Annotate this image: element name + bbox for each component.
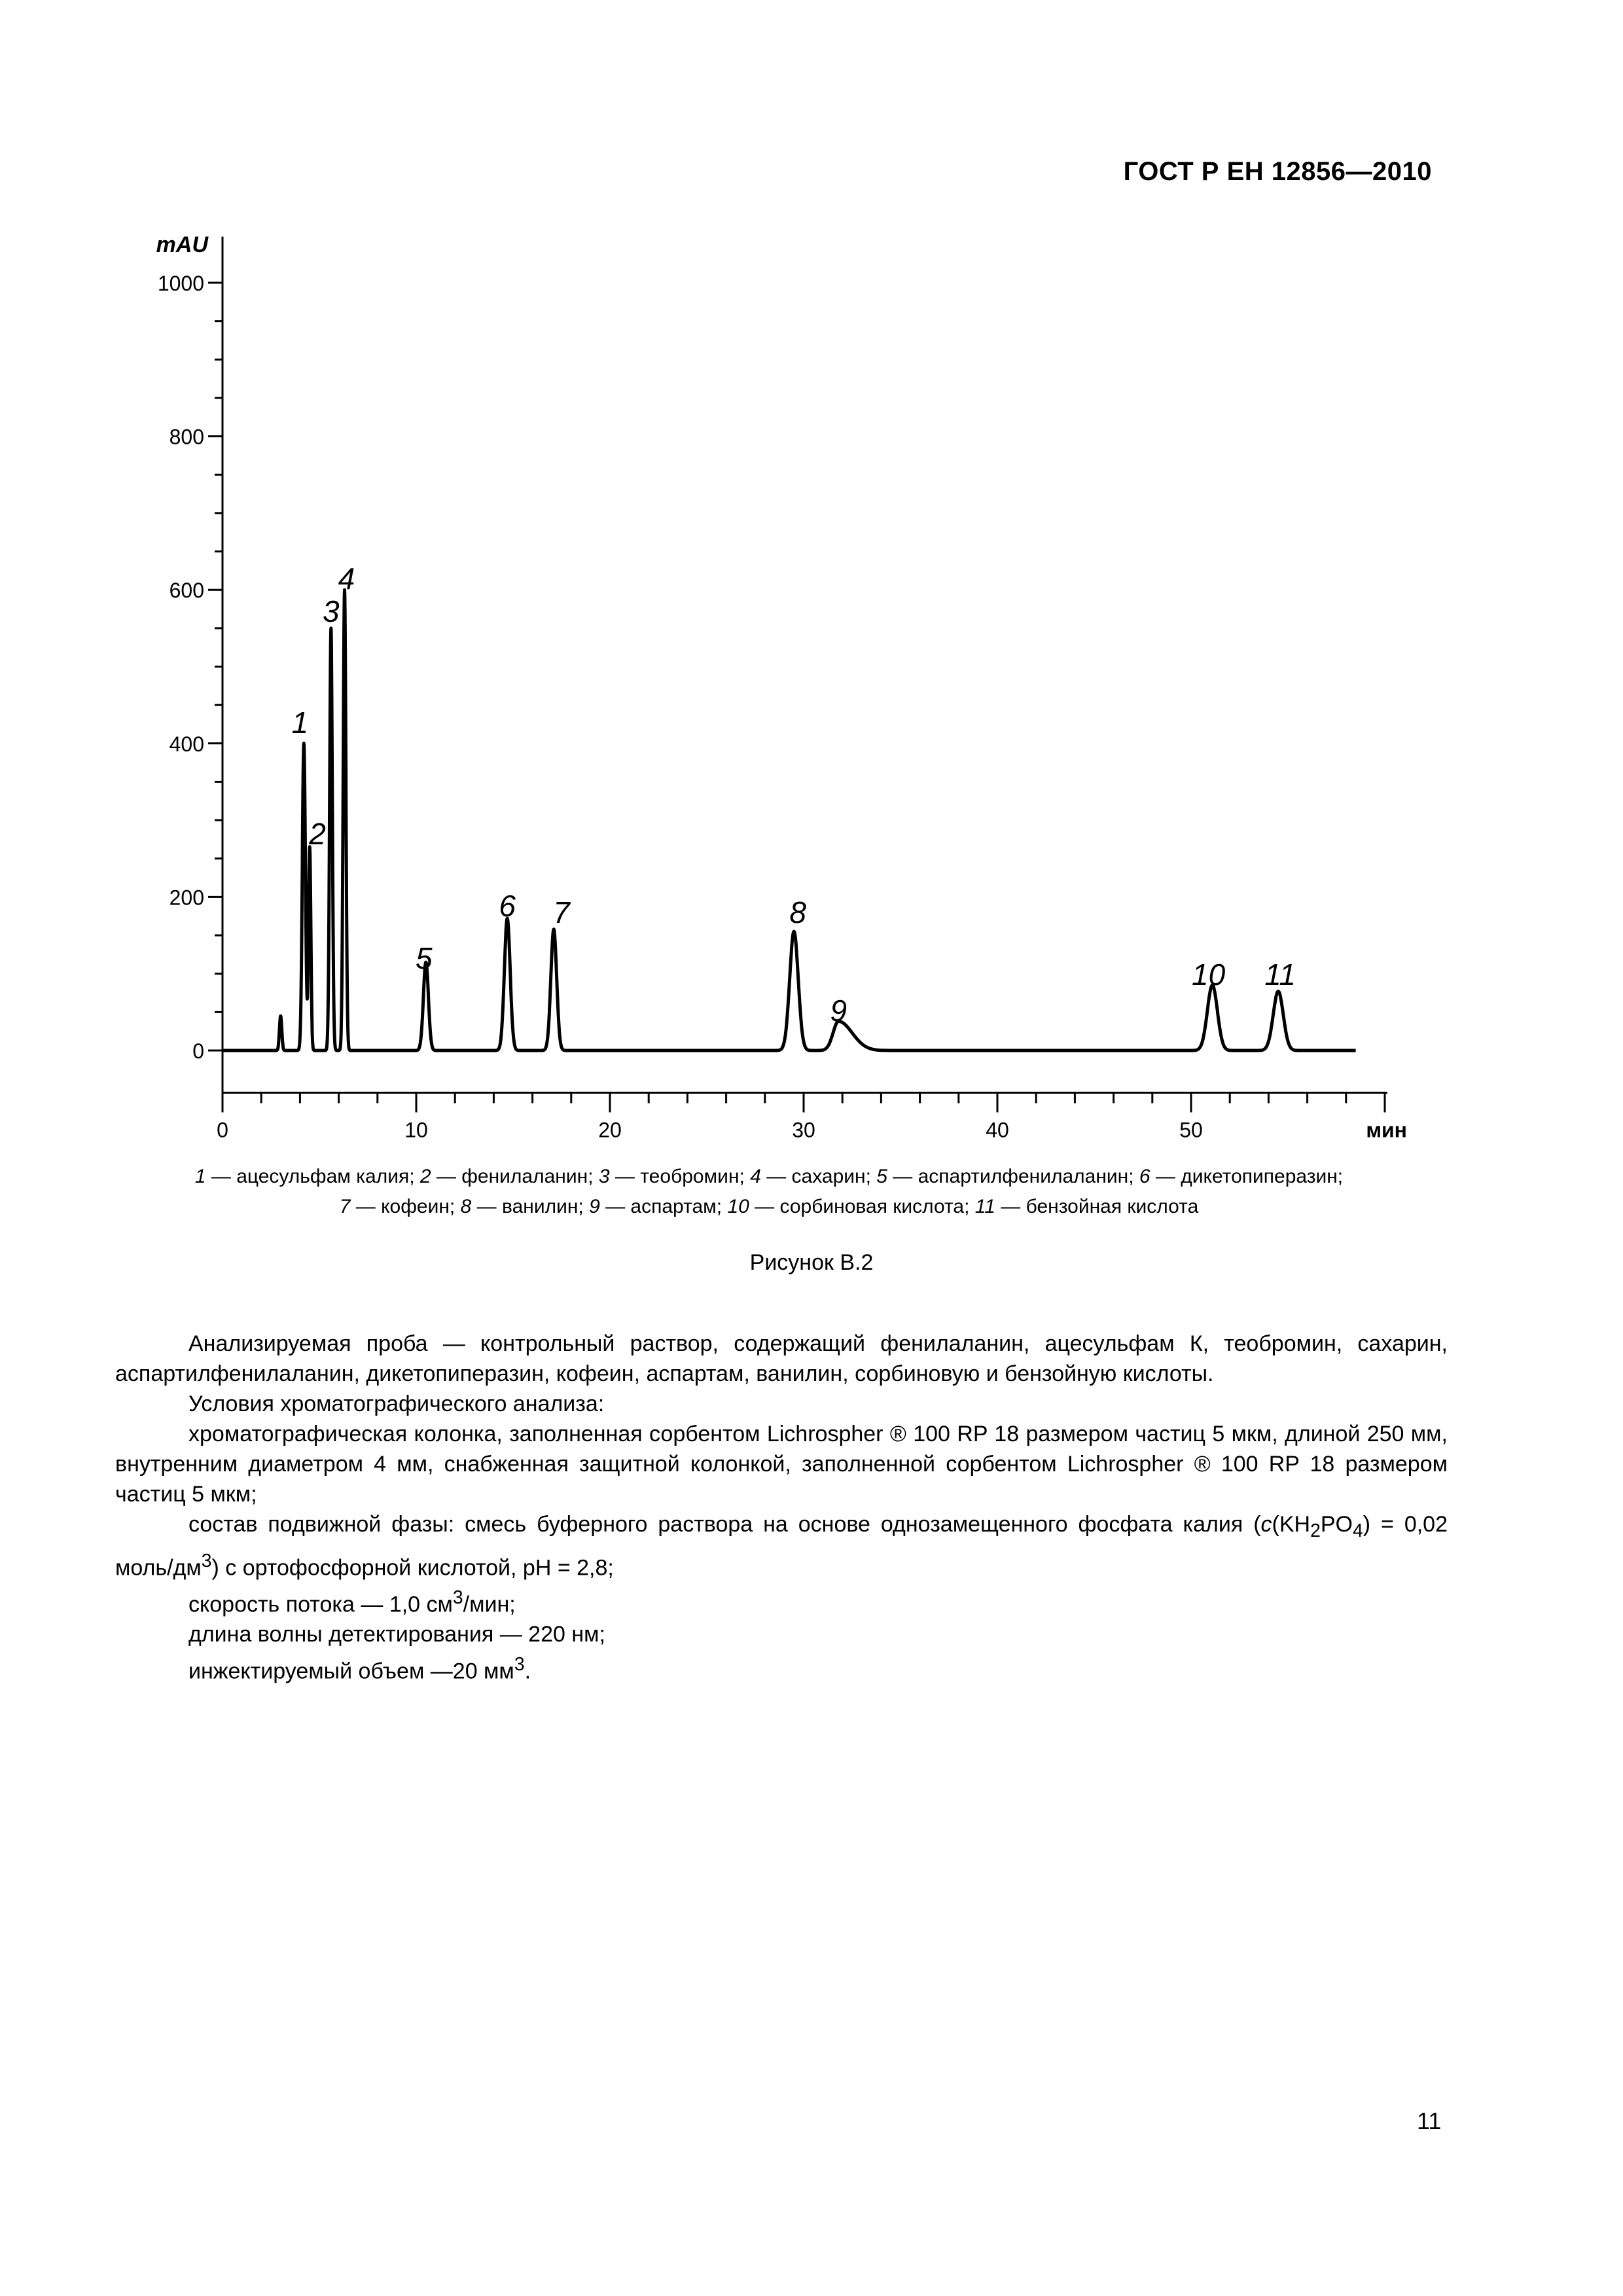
peak-label: 9 — [830, 994, 847, 1028]
legend-number: 2 — [419, 1166, 431, 1187]
peak-label: 3 — [322, 594, 340, 628]
legend-text: — дикетопиперазин; — [1150, 1166, 1344, 1187]
peak-label: 2 — [309, 817, 326, 851]
x-tick-label: 10 — [404, 1118, 428, 1142]
body-text — [115, 1329, 1448, 1687]
legend-number: 1 — [194, 1166, 206, 1187]
y-tick-label: 1000 — [157, 272, 204, 295]
page-number: 11 — [1417, 2108, 1442, 2134]
figure-caption: Рисунок В.2 — [749, 1250, 874, 1275]
paragraph-sample: Анализируемая проба — контрольный раствор, содержащий фенилаланин, ацесульфам К, теобромин, сахарин, аспартилфенилаланин, дикетопиперазин, кофеин, аспартам, ванилин, сорбиновую и бензойную кислоты. — [115, 1331, 1448, 1386]
legend-number: 10 — [727, 1196, 749, 1217]
legend-text: — бензойная кислота — [995, 1196, 1199, 1217]
y-tick-label: 800 — [169, 425, 204, 449]
legend-text: — сорбиновая кислота; — [749, 1196, 975, 1217]
legend-text: — аспартам; — [599, 1196, 728, 1217]
legend-number: 3 — [598, 1166, 610, 1187]
paragraph-wavelength: длина волны детектирования — 220 нм; — [188, 1622, 605, 1647]
paragraph-flow-rate: скорость потока — 1,0 $см^3$/мин; — [188, 1587, 516, 1617]
y-tick-label: 0 — [192, 1039, 204, 1063]
x-tick-label: 0 — [217, 1118, 228, 1142]
legend-number: 8 — [460, 1196, 472, 1217]
peak-label: 6 — [499, 889, 516, 923]
chart-labels — [292, 562, 1296, 1028]
peak-label: 1 — [291, 706, 309, 740]
paragraph-mobile-phase: состав подвижной фазы: смесь буферного раствора на основе однозамещенного фосфата калия ($c(KH_2PO_4) = 0,02$ моль/$дм^3$) с ортофосфорной кислотой, pH = 2,8; — [115, 1512, 1448, 1581]
legend-text: — ванилин; — [471, 1196, 590, 1217]
figure-legend — [98, 1162, 1440, 1222]
peak-label: 7 — [553, 895, 570, 929]
document-header: ГОСТ Р ЕН 12856—2010 — [1123, 157, 1432, 186]
legend-text: — аспартилфенилаланин; — [887, 1166, 1139, 1187]
y-tick-label: 400 — [169, 732, 204, 756]
x-tick-label: 20 — [598, 1118, 622, 1142]
peak-label: 10 — [1192, 958, 1226, 992]
legend-text: — сахарин; — [760, 1166, 877, 1187]
legend-number: 4 — [750, 1166, 761, 1187]
peak-label: 8 — [789, 895, 806, 929]
legend-text: — теобромин; — [609, 1166, 751, 1187]
x-axis-label: мин — [1366, 1118, 1407, 1142]
x-tick-label: 40 — [986, 1118, 1009, 1142]
legend-number: 7 — [339, 1196, 351, 1217]
legend-number: 5 — [876, 1166, 887, 1187]
legend-number: 11 — [974, 1196, 995, 1217]
legend-number: 6 — [1139, 1166, 1150, 1187]
paragraph-conditions: Условия хроматографического анализа: — [188, 1391, 605, 1416]
legend-text: — ацесульфам калия; — [205, 1166, 420, 1187]
y-tick-label: 200 — [169, 886, 204, 910]
legend-text: — фенилаланин; — [431, 1166, 599, 1187]
x-tick-label: 50 — [1179, 1118, 1203, 1142]
chromatogram-trace — [223, 590, 1356, 1050]
y-axis-label: mAU — [156, 232, 208, 257]
legend-text: — кофеин; — [350, 1196, 461, 1217]
paragraph-column: хроматографическая колонка, заполненная сорбентом Lichrospher ® 100 RP 18 размером частиц 5 мкм, длиной 250 мм, внутренним диаметром 4 мм, снабженная защитной колонкой, заполненной сорбентом Lichrospher ® 100 RP 18 размером частиц 5 мкм; — [115, 1422, 1448, 1507]
legend-number: 9 — [589, 1196, 600, 1217]
paragraph-injection-volume: инжектируемый объем —20 $мм^3$. — [188, 1654, 531, 1684]
peak-label: 4 — [338, 562, 355, 596]
y-tick-label: 600 — [169, 579, 204, 603]
peak-label: 5 — [416, 941, 433, 975]
peak-label: 11 — [1264, 958, 1296, 992]
x-tick-label: 30 — [792, 1118, 815, 1142]
